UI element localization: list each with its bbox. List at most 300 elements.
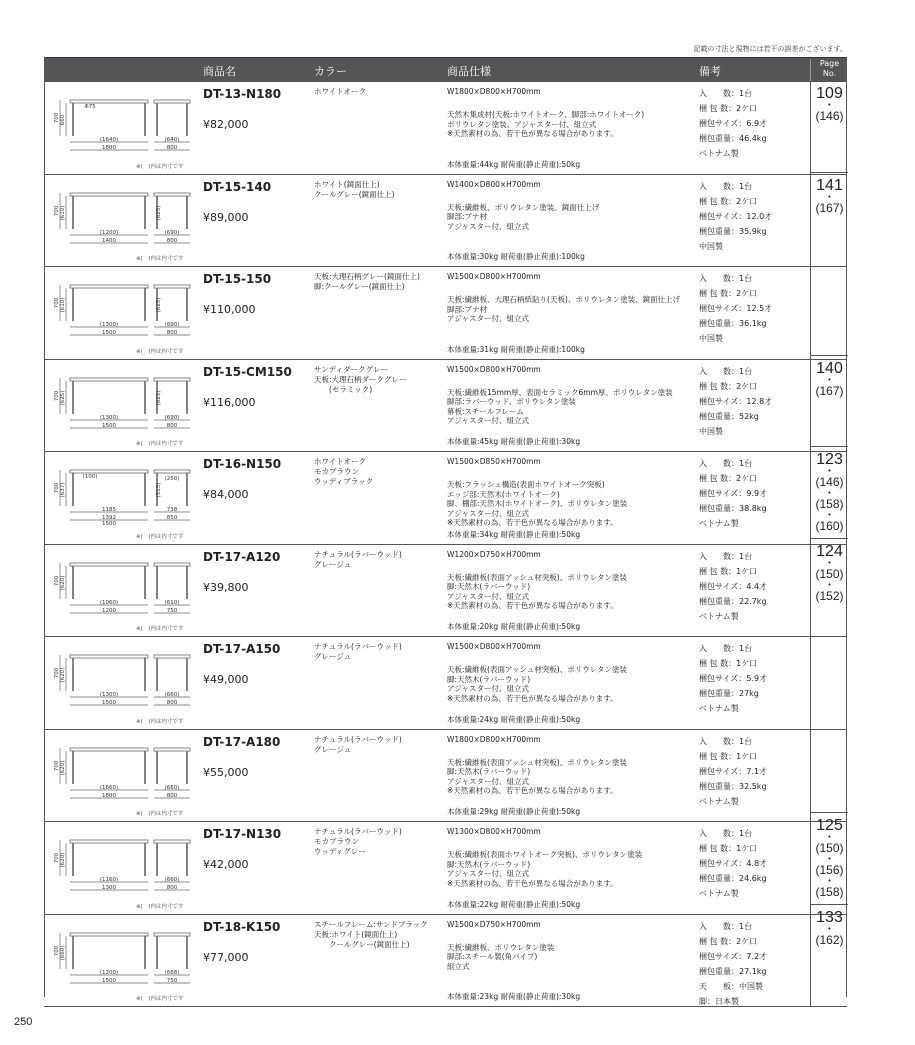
dimension-label: 700 (54, 112, 60, 124)
spec-line: 脚:天然木(ラバーウッド) (447, 767, 531, 776)
remark-line: 梱包重量：22.7kg (699, 596, 767, 606)
product-row (44, 915, 847, 1008)
remark-line: 梱包サイズ：6.9才 (699, 119, 768, 128)
dimension-label: (515) (156, 482, 162, 498)
spec-line: 脚部:ブナ材 (447, 212, 488, 221)
remark-line: 梱 包 数：1ケ口 (699, 751, 758, 761)
remark-line: 梱 包 数：2ケ口 (699, 196, 758, 206)
remark-line: 梱 包 数：2ケ口 (699, 381, 758, 391)
remark-line: 脚：日本製 (699, 996, 739, 1006)
product-row (44, 267, 847, 360)
dimension-label: 800 (166, 330, 178, 336)
spec-line: 脚部:スチール製(角パイプ) (447, 952, 538, 961)
remark-line: 入 数：1台 (699, 89, 753, 98)
page-ref-dot: • (827, 855, 832, 863)
product-colors (314, 920, 444, 950)
spec-line: 脚、棚部:天然木(ホワイトオーク)、ポリウレタン塗装 (447, 499, 628, 508)
remark-line: 梱包重量：27.1kg (699, 966, 767, 976)
dimension-label: (100) (82, 474, 98, 480)
page-ref-divider (811, 538, 848, 539)
dimension-label: (610) (60, 297, 66, 313)
color-option: ウッディグレー (314, 847, 366, 856)
product-size: W1500×D800×H700mm (447, 272, 541, 281)
product-weight: 本体重量:30kg 耐荷重(静止荷重):100kg (447, 252, 585, 261)
product-code: DT-15-CM150 (203, 364, 292, 379)
spec-line: ポリウレタン塗装、アジャスター付、組立式 (447, 119, 597, 129)
spec-line: 天板:繊維板、ポリウレタン塗装 (447, 942, 555, 952)
product-spec (447, 295, 697, 324)
dimension-disclaimer: 記載の寸法と現物には若干の誤差がございます。 (693, 45, 847, 53)
dimension-label: 800 (166, 885, 178, 891)
product-weight: 本体重量:23kg 耐荷重(静止荷重):30kg (447, 992, 581, 1001)
spec-line: 幕板:スチールフレーム (447, 406, 524, 416)
page-ref-sub: (158) (815, 497, 844, 511)
remark-line: ベトナム製 (699, 796, 739, 806)
table-top-shape (154, 100, 190, 103)
product-row (44, 82, 847, 175)
color-option: (セラミック) (314, 384, 373, 394)
dimension-label: (1300) (99, 414, 119, 421)
product-colors (314, 550, 444, 570)
dimension-label: (625) (156, 205, 162, 220)
product-price: ¥39,800 (203, 580, 249, 594)
product-row (44, 637, 847, 730)
product-weight: 本体重量:22kg 耐荷重(静止荷重):50kg (447, 899, 581, 909)
page-ref-dot: • (827, 877, 832, 885)
page-ref-dot: • (827, 101, 832, 109)
dimension-label: (620) (60, 667, 66, 683)
remark-line: 梱包サイズ：7.2才 (699, 951, 768, 961)
header-remarks: 備考 (699, 65, 721, 78)
dimension-label: (690) (164, 229, 180, 236)
spec-line: 天板:繊維板(表面ホワイトオーク突板)、ポリウレタン塗装 (447, 850, 643, 859)
color-option: グレージュ (314, 652, 352, 661)
dimension-label: 660 (60, 114, 66, 126)
product-remarks (699, 271, 772, 346)
product-code: DT-17-A150 (203, 642, 281, 656)
product-table (44, 57, 847, 1007)
product-row-body (44, 545, 810, 637)
dimension-label: 800 (166, 145, 178, 151)
remark-line: 梱包重量：36.1kg (699, 319, 767, 328)
remark-line: 入 数：1台 (699, 644, 753, 653)
color-option: ホワイトオーク (314, 457, 367, 466)
dimension-label: Φ75 (84, 104, 96, 110)
page-ref-main: 141 (816, 176, 843, 194)
color-option: モカブラウン (314, 837, 359, 846)
remark-line: 梱包サイズ：4.4才 (699, 581, 768, 591)
page-ref-divider (811, 355, 848, 356)
table-top-shape (154, 193, 190, 196)
inner-dimension-note: ※( )内は内寸です (136, 256, 184, 262)
remark-line: 梱包サイズ：9.9才 (699, 489, 768, 498)
page-ref-main: 125 (816, 817, 843, 834)
page-ref-group (811, 361, 848, 399)
remark-line: 梱包サイズ：12.0才 (699, 211, 773, 221)
page-ref-divider (811, 812, 848, 813)
remark-line: 中国製 (699, 426, 723, 436)
spec-line: エッジ部:天然木(ホワイトオーク) (447, 489, 560, 499)
dimension-label: (660) (60, 945, 66, 960)
remark-line: 梱包重量：27kg (699, 689, 759, 698)
page-ref-group (811, 910, 848, 948)
page-ref-main: 140 (816, 359, 843, 377)
product-code: DT-17-A180 (203, 734, 281, 749)
table-top-shape (70, 100, 148, 103)
product-price: ¥77,000 (203, 950, 249, 964)
product-row (44, 360, 847, 453)
dimension-label: 1500 (102, 977, 116, 984)
page-ref-dot: • (827, 375, 832, 384)
remark-line: 梱 包 数：1ケ口 (699, 566, 758, 576)
spec-line: アジャスター付、組立式 (447, 776, 530, 786)
page-ref-main: 109 (816, 85, 843, 102)
remark-line: 入 数：1台 (699, 551, 753, 561)
product-code: DT-13-N180 (203, 87, 282, 101)
remark-line: 梱 包 数：2ケ口 (699, 936, 758, 946)
product-row (44, 822, 847, 915)
dimension-label: 700 (54, 205, 60, 216)
dimension-label: 700 (54, 575, 60, 586)
product-price: ¥82,000 (203, 118, 249, 131)
page-ref-group (811, 818, 848, 900)
spec-line: ※天然素材の為、若干色が異なる場合があります。 (447, 518, 618, 527)
page-ref-group (811, 86, 848, 124)
dimension-label: 800 (166, 792, 178, 799)
color-option: モカブラウン (314, 467, 359, 476)
dimension-drawing-svg (50, 649, 196, 711)
color-option: ナチュラル(ラバーウッド) (314, 642, 402, 651)
product-code: DT-17-A120 (203, 549, 281, 564)
product-row (44, 542, 847, 638)
product-row-body (44, 637, 810, 729)
spec-line: 天板:繊維板(表面アッシュ材突板)、ポリウレタン塗装 (447, 665, 627, 674)
product-code: DT-17-N130 (203, 827, 282, 841)
table-top-shape (70, 563, 148, 566)
page-ref-sub: (146) (815, 109, 844, 123)
product-spec (447, 758, 697, 796)
page-ref-sub: (156) (815, 863, 844, 877)
page-ref-main: 133 (816, 908, 843, 926)
page-ref-dot: • (827, 192, 832, 201)
dimension-drawing (50, 372, 196, 442)
dimension-drawing-svg (50, 94, 196, 156)
dimension-label: 750 (166, 607, 178, 614)
dimension-label: 1400 (102, 237, 116, 244)
dimension-label: 1800 (102, 145, 116, 151)
spec-line: ※天然素材の為、若干色が異なる場合があります。 (447, 693, 618, 703)
product-remarks (699, 826, 767, 901)
remark-line: 梱包サイズ：12.8才 (699, 396, 773, 406)
product-spec (447, 480, 697, 528)
product-price: ¥55,000 (203, 765, 249, 779)
product-row-body (44, 175, 810, 267)
dimension-label: 1185 (102, 507, 116, 513)
dimension-label: 1300 (102, 885, 116, 891)
inner-dimension-note: ※( )内は内寸です (136, 626, 184, 632)
dimension-label: (620) (60, 575, 66, 590)
dimension-label: (610) (60, 205, 66, 220)
dimension-label: 1200 (102, 607, 116, 614)
table-top-shape (154, 563, 190, 566)
color-option: グレージュ (314, 744, 352, 754)
color-option: 天板:大理石柄グレー(鏡面仕上) (314, 272, 420, 281)
product-remarks (699, 919, 767, 1009)
dimension-label: 800 (166, 237, 178, 244)
remark-line: 入 数：1台 (699, 921, 753, 931)
page-ref-group (811, 544, 848, 604)
spec-line: 脚:天然木(ラバーウッド) (447, 859, 531, 869)
table-top-shape (154, 748, 190, 751)
dimension-drawing (50, 834, 196, 904)
remark-line: ベトナム製 (699, 889, 739, 898)
dimension-label: 700 (54, 760, 60, 771)
remark-line: 梱包重量：46.4kg (699, 134, 767, 143)
dimension-drawing-svg (50, 742, 196, 804)
remark-line: 梱包サイズ：5.9才 (699, 674, 768, 683)
remark-line: 梱 包 数：1ケ口 (699, 659, 758, 668)
spec-line: ※天然素材の為、若干色が異なる場合があります。 (447, 878, 618, 888)
product-row-body (44, 730, 810, 822)
page-ref-sub: (150) (815, 566, 844, 581)
color-option: ホワイトオーク (314, 87, 367, 96)
product-colors (314, 827, 444, 857)
product-colors (314, 457, 444, 487)
page-ref-dot: • (827, 833, 832, 841)
page-ref-dot: • (827, 467, 832, 475)
page-ref-divider (811, 446, 848, 447)
page-ref-sub: (167) (815, 383, 844, 398)
color-option: サンディダークグレー (314, 364, 389, 374)
page-ref-main: 123 (816, 451, 843, 468)
product-size: W1200×D750×H700mm (447, 549, 541, 559)
remark-line: 入 数：1台 (699, 459, 753, 468)
remark-line: 梱 包 数：2ケ口 (699, 289, 758, 298)
table-top-shape (70, 378, 148, 381)
dimension-label: 800 (166, 700, 178, 706)
table-top-shape (70, 193, 148, 196)
page-ref-divider (811, 904, 848, 905)
page-ref-sub: (162) (815, 932, 844, 947)
table-top-shape (154, 933, 190, 936)
product-size: W1500×D800×H700mm (447, 364, 541, 374)
dimension-label: 1500 (102, 422, 116, 429)
dimension-label: (1300) (99, 322, 119, 328)
spec-line: 天板:フラッシュ構造(表面ホワイトオーク突板) (447, 480, 605, 489)
product-remarks (699, 86, 767, 161)
spec-line: 脚:天然木(ラバーウッド) (447, 674, 531, 684)
dimension-label: (625) (60, 390, 66, 405)
dimension-label: (1060) (99, 599, 119, 606)
dimension-label: (660) (164, 877, 180, 883)
spec-line: ※天然素材の為、若干色が異なる場合があります。 (447, 601, 618, 610)
dimension-label: (1640) (99, 137, 119, 143)
table-top-shape (70, 655, 148, 658)
dimension-label: (1200) (99, 969, 119, 976)
page-ref-dot: • (827, 511, 832, 519)
color-option: ナチュラル(ラバーウッド) (314, 827, 402, 836)
remark-line: 入 数：1台 (699, 181, 753, 191)
spec-line: 組立式 (447, 961, 470, 971)
product-row-body (44, 82, 810, 174)
spec-line: 天板:繊維板15mm厚、表面セラミック6mm厚、ポリウレタン塗装 (447, 387, 673, 397)
color-option: 天板:大理石柄ダークグレー (314, 374, 407, 384)
remark-line: 梱包重量：38.8kg (699, 504, 767, 513)
product-remarks (699, 734, 767, 809)
dimension-drawing-svg (50, 372, 196, 434)
dimension-drawing (50, 649, 196, 719)
page-ref-main: 124 (816, 542, 843, 560)
dimension-label: (1300) (99, 692, 119, 698)
remark-line: 梱 包 数：1ケ口 (699, 844, 758, 853)
product-spec (447, 203, 697, 232)
inner-dimension-note: ※( )内は内寸です (136, 163, 184, 170)
dimension-label: (620) (60, 760, 66, 775)
table-top-shape (70, 840, 148, 843)
dimension-label: 700 (54, 852, 60, 864)
spec-line: アジャスター付、組立式 (447, 869, 530, 878)
product-colors (314, 272, 444, 292)
dimension-label: 700 (54, 482, 60, 494)
dimension-label: (625) (156, 390, 162, 405)
product-size: W1800×D800×H700mm (447, 734, 541, 744)
table-top-shape (154, 378, 190, 381)
product-price: ¥89,000 (203, 210, 249, 224)
product-code: DT-18-K150 (203, 919, 281, 934)
product-weight: 本体重量:45kg 耐荷重(静止荷重):30kg (447, 437, 581, 446)
spec-line: 脚:天然木(ラバーウッド) (447, 582, 531, 591)
dimension-drawing (50, 187, 196, 257)
dimension-drawing (50, 94, 196, 164)
dimension-label: (668) (164, 969, 180, 976)
product-row-body (44, 915, 810, 1007)
page-ref-sub: (146) (815, 475, 844, 489)
page-ref-group (811, 178, 848, 216)
remark-line: 天 板：中国製 (699, 981, 763, 991)
dimension-label: 800 (166, 422, 178, 429)
dimension-label: 738 (166, 507, 178, 513)
page-ref-dot: • (827, 489, 832, 497)
product-row (44, 452, 847, 545)
product-spec (447, 665, 697, 703)
inner-dimension-note: ※( )内は内寸です (136, 996, 184, 1002)
page-ref-divider (811, 172, 848, 173)
inner-dimension-note: ※( )内は内寸です (136, 533, 184, 540)
product-weight: 本体重量:29kg 耐荷重(静止荷重):50kg (447, 807, 581, 816)
header-page: Page No. (810, 59, 848, 82)
spec-line: アジャスター付、組立式 (447, 508, 530, 518)
remark-line: 入 数：1台 (699, 366, 753, 376)
spec-line: 脚部:ブナ材 (447, 304, 488, 314)
spec-line: 天然木集成材(天板:ホワイトオーク、脚部:ホワイトオーク) (447, 110, 645, 119)
color-option: 脚:クールグレー(鏡面仕上) (314, 282, 405, 291)
remark-line: 梱包重量：52kg (699, 411, 759, 421)
spec-line: ※天然素材の為、若干色が異なる場合があります。 (447, 786, 618, 795)
color-option: ホワイト(鏡面仕上) (314, 179, 380, 189)
dimension-label: (690) (164, 414, 180, 421)
remark-line: 入 数：1台 (699, 736, 753, 746)
product-colors (314, 735, 444, 755)
dimension-label: (610) (164, 599, 180, 606)
table-top-shape (70, 470, 148, 473)
remark-line: ベトナム製 (699, 149, 739, 158)
color-option: ナチュラル(ラバーウッド) (314, 734, 402, 744)
product-row-body (44, 360, 810, 452)
dimension-label: (625) (156, 297, 162, 313)
dimension-label: (690) (164, 322, 180, 328)
table-top-shape (70, 285, 148, 288)
page-ref-sub: (160) (815, 519, 844, 533)
dimension-label: 700 (54, 945, 60, 956)
product-size: W1500×D850×H700mm (447, 457, 541, 466)
dimension-label: 700 (54, 390, 60, 401)
remark-line: 中国製 (699, 241, 723, 251)
page-ref-group (811, 452, 848, 534)
remark-line: 中国製 (699, 334, 723, 343)
table-top-shape (70, 933, 148, 936)
product-weight: 本体重量:20kg 耐荷重(静止荷重):50kg (447, 622, 581, 631)
spec-line: アジャスター付、組立式 (447, 684, 530, 693)
product-colors (314, 642, 444, 662)
spec-line: アジャスター付、組立式 (447, 314, 530, 323)
dimension-drawing-svg (50, 834, 196, 896)
product-spec (447, 943, 697, 972)
product-size: W1800×D800×H700mm (447, 87, 541, 96)
product-spec (447, 388, 697, 426)
inner-dimension-note: ※( )内は内寸です (136, 903, 184, 910)
page-ref-dot: • (827, 580, 832, 589)
table-top-shape (70, 748, 148, 751)
product-price: ¥42,000 (203, 858, 249, 871)
dimension-label: 1500 (102, 700, 116, 706)
page-ref-dot: • (827, 924, 832, 933)
dimension-label: 750 (166, 977, 178, 984)
header-name: 商品名 (203, 65, 236, 78)
dimension-drawing-svg (50, 464, 196, 526)
dimension-label: (1200) (99, 229, 119, 236)
table-top-shape (154, 470, 190, 473)
dimension-label: (1660) (99, 784, 119, 791)
dimension-drawing (50, 279, 196, 349)
spec-line: アジャスター付、組立式 (447, 221, 530, 231)
page-ref-sub: (150) (815, 841, 844, 855)
dimension-drawing-svg (50, 927, 196, 989)
product-remarks (699, 364, 772, 439)
page-ref-dot: • (827, 558, 832, 567)
remark-line: 梱包重量：24.6kg (699, 874, 767, 883)
product-size: W1400×D800×H700mm (447, 179, 541, 189)
product-row (44, 175, 847, 268)
color-option: グレージュ (314, 559, 352, 569)
remark-line: 梱包サイズ：7.1才 (699, 766, 768, 776)
dimension-label: (660) (164, 784, 180, 791)
spec-line: 天板:繊維板(表面アッシュ材突板)、ポリウレタン塗装 (447, 572, 627, 582)
product-code: DT-16-N150 (203, 457, 282, 471)
inner-dimension-note: ※( )内は内寸です (136, 441, 184, 447)
dimension-label: (250) (164, 476, 180, 482)
product-row-body (44, 267, 810, 359)
product-code: DT-15-140 (203, 179, 272, 194)
product-row-body (44, 822, 810, 914)
table-top-shape (154, 840, 190, 843)
inner-dimension-note: ※( )内は内寸です (136, 348, 184, 355)
inner-dimension-note: ※( )内は内寸です (136, 811, 184, 817)
dimension-drawing (50, 557, 196, 627)
product-price: ¥110,000 (203, 303, 256, 316)
table-header (44, 57, 847, 82)
dimension-label: 1500 (102, 521, 116, 526)
product-weight: 本体重量:34kg 耐荷重(静止荷重):50kg (447, 529, 581, 539)
